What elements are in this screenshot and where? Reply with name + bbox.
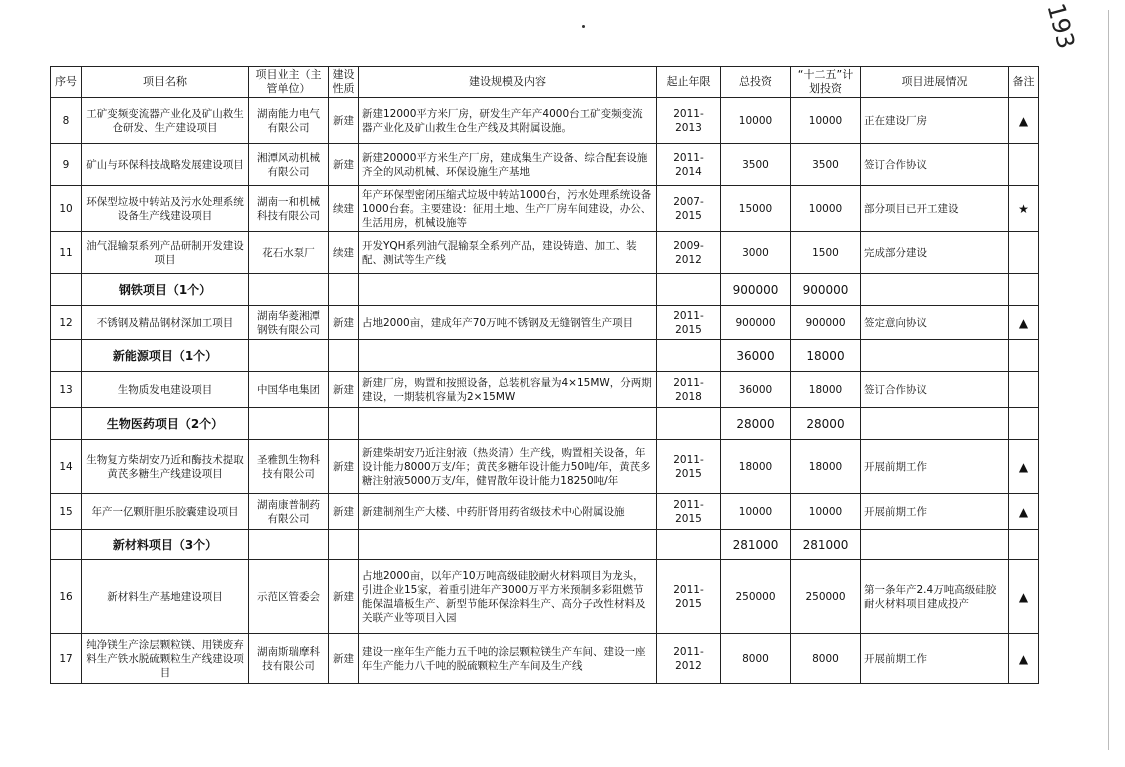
cell-seq	[51, 340, 82, 372]
cell-period	[657, 274, 721, 306]
cell-progress	[861, 274, 1009, 306]
cell-scope: 新建厂房，购置和按照设备，总装机容量为4×15MW，分两期建设，一期装机容量为2×15MW	[359, 372, 657, 408]
cell-total: 18000	[721, 440, 791, 494]
category-row	[51, 274, 1039, 306]
category-total: 28000	[721, 408, 791, 440]
cell-progress: 开展前期工作	[861, 494, 1009, 530]
cell-note: ▲	[1009, 634, 1039, 684]
cell-note: ▲	[1009, 560, 1039, 634]
cell-scope: 占地2000亩，建成年产70万吨不锈钢及无缝钢管生产项目	[359, 306, 657, 340]
cell-nature: 新建	[329, 494, 359, 530]
header-row	[51, 67, 1039, 98]
header-name: 项目名称	[82, 67, 249, 98]
cell-total: 10000	[721, 494, 791, 530]
cell-seq	[51, 274, 82, 306]
cell-total: 8000	[721, 634, 791, 684]
cell-plan: 1500	[791, 232, 861, 274]
cell-period: 2011-2015	[657, 440, 721, 494]
cell-name: 生物复方柴胡安乃近和酶技术提取黄芪多糖生产线建设项目	[82, 440, 249, 494]
cell-seq: 11	[51, 232, 82, 274]
cell-owner	[249, 274, 329, 306]
cell-seq: 14	[51, 440, 82, 494]
cell-progress: 签订合作协议	[861, 144, 1009, 186]
cell-scope	[359, 274, 657, 306]
cell-progress: 正在建设厂房	[861, 98, 1009, 144]
cell-nature	[329, 340, 359, 372]
cell-owner	[249, 530, 329, 560]
cell-seq	[51, 408, 82, 440]
table-row	[51, 440, 1039, 494]
cell-note: ▲	[1009, 494, 1039, 530]
cell-progress: 第一条年产2.4万吨高级硅胶耐火材料项目建成投产	[861, 560, 1009, 634]
cell-name: 不锈钢及精品钢材深加工项目	[82, 306, 249, 340]
cell-period: 2009-2012	[657, 232, 721, 274]
header-nature: 建设性质	[329, 67, 359, 98]
cell-total: 15000	[721, 186, 791, 232]
table-row	[51, 98, 1039, 144]
cell-nature: 新建	[329, 306, 359, 340]
cell-seq: 8	[51, 98, 82, 144]
cell-scope	[359, 340, 657, 372]
cell-nature: 新建	[329, 372, 359, 408]
cell-scope: 开发YQH系列油气混输泵全系列产品，建设铸造、加工、装配、测试等生产线	[359, 232, 657, 274]
header-owner: 项目业主（主管单位）	[249, 67, 329, 98]
cell-owner: 中国华电集团	[249, 372, 329, 408]
cell-owner: 湖南斯瑞摩科技有限公司	[249, 634, 329, 684]
cell-note	[1009, 232, 1039, 274]
cell-period: 2011-2015	[657, 306, 721, 340]
cell-name: 纯净镁生产涂层颗粒镁、用镁废弃料生产铁水脱硫颗粒生产线建设项目	[82, 634, 249, 684]
cell-seq	[51, 530, 82, 560]
cell-scope: 新建20000平方米生产厂房，建成集生产设备、综合配套设施齐全的风动机械、环保设施生产基地	[359, 144, 657, 186]
cell-progress: 完成部分建设	[861, 232, 1009, 274]
header-period: 起止年限	[657, 67, 721, 98]
cell-nature	[329, 408, 359, 440]
cell-period: 2011-2015	[657, 494, 721, 530]
margin-rule	[1108, 10, 1109, 750]
cell-progress	[861, 530, 1009, 560]
cell-scope: 新建制剂生产大楼、中药肝肾用药省级技术中心附属设施	[359, 494, 657, 530]
cell-progress: 部分项目已开工建设	[861, 186, 1009, 232]
cell-total: 10000	[721, 98, 791, 144]
cell-nature	[329, 274, 359, 306]
cell-scope: 建设一座年生产能力五千吨的涂层颗粒镁生产车间、建设一座年生产能力八千吨的脱硫颗粒生产车间及生产线	[359, 634, 657, 684]
category-row	[51, 530, 1039, 560]
header-plan: “十二五”计划投资	[791, 67, 861, 98]
category-plan: 900000	[791, 274, 861, 306]
table-row	[51, 186, 1039, 232]
scan-speck	[582, 25, 585, 28]
cell-nature: 续建	[329, 232, 359, 274]
cell-note: ★	[1009, 186, 1039, 232]
table-row	[51, 372, 1039, 408]
cell-note	[1009, 340, 1039, 372]
cell-plan: 10000	[791, 494, 861, 530]
cell-owner: 圣雅凯生物科技有限公司	[249, 440, 329, 494]
page-number: 193	[1041, 0, 1081, 52]
cell-seq: 13	[51, 372, 82, 408]
cell-nature: 新建	[329, 634, 359, 684]
cell-plan: 900000	[791, 306, 861, 340]
cell-owner	[249, 408, 329, 440]
cell-nature: 新建	[329, 144, 359, 186]
cell-name: 工矿变频变流器产业化及矿山救生仓研发、生产建设项目	[82, 98, 249, 144]
cell-owner: 湖南能力电气有限公司	[249, 98, 329, 144]
cell-seq: 17	[51, 634, 82, 684]
cell-nature: 新建	[329, 440, 359, 494]
header-seq: 序号	[51, 67, 82, 98]
cell-seq: 9	[51, 144, 82, 186]
category-plan: 281000	[791, 530, 861, 560]
cell-seq: 16	[51, 560, 82, 634]
cell-period	[657, 340, 721, 372]
cell-name: 矿山与环保科技战略发展建设项目	[82, 144, 249, 186]
cell-owner: 湖南华菱湘潭钢铁有限公司	[249, 306, 329, 340]
cell-scope: 新建柴胡安乃近注射液（热炎清）生产线，购置相关设备，年设计能力8000万支/年；黄芪多糖年设计能力50吨/年，黄芪多糖注射液5000万支/年，健胃散年设计能力18250吨/年	[359, 440, 657, 494]
cell-nature	[329, 530, 359, 560]
cell-plan: 18000	[791, 372, 861, 408]
cell-scope: 年产环保型密闭压缩式垃圾中转站1000台，污水处理系统设备1000台套。主要建设：征用土地、生产厂房车间建设，办公、生活用房，机械设施等	[359, 186, 657, 232]
cell-progress: 开展前期工作	[861, 634, 1009, 684]
cell-progress	[861, 340, 1009, 372]
cell-period: 2011-2013	[657, 98, 721, 144]
category-row	[51, 340, 1039, 372]
category-name: 生物医药项目（2个）	[82, 408, 249, 440]
cell-nature: 新建	[329, 98, 359, 144]
cell-name: 年产一亿颗肝胆乐胶囊建设项目	[82, 494, 249, 530]
table-row	[51, 634, 1039, 684]
cell-owner: 湖南康普制药有限公司	[249, 494, 329, 530]
cell-owner: 湘潭风动机械有限公司	[249, 144, 329, 186]
cell-plan: 10000	[791, 98, 861, 144]
header-total: 总投资	[721, 67, 791, 98]
cell-scope: 新建12000平方米厂房，研发生产年产4000台工矿变频变流器产业化及矿山救生仓生产线及其附属设施。	[359, 98, 657, 144]
cell-owner: 湖南一和机械科技有限公司	[249, 186, 329, 232]
cell-note	[1009, 372, 1039, 408]
cell-name: 生物质发电建设项目	[82, 372, 249, 408]
cell-seq: 12	[51, 306, 82, 340]
cell-seq: 10	[51, 186, 82, 232]
category-name: 新能源项目（1个）	[82, 340, 249, 372]
cell-total: 3000	[721, 232, 791, 274]
cell-progress: 签订合作协议	[861, 372, 1009, 408]
category-plan: 18000	[791, 340, 861, 372]
cell-owner: 示范区管委会	[249, 560, 329, 634]
cell-seq: 15	[51, 494, 82, 530]
category-total: 36000	[721, 340, 791, 372]
cell-note: ▲	[1009, 306, 1039, 340]
table-row	[51, 144, 1039, 186]
cell-total: 36000	[721, 372, 791, 408]
cell-period: 2011-2012	[657, 634, 721, 684]
table-row	[51, 560, 1039, 634]
cell-period: 2011-2015	[657, 560, 721, 634]
cell-name: 环保型垃圾中转站及污水处理系统设备生产线建设项目	[82, 186, 249, 232]
cell-nature: 新建	[329, 560, 359, 634]
cell-owner	[249, 340, 329, 372]
cell-total: 900000	[721, 306, 791, 340]
cell-period: 2011-2018	[657, 372, 721, 408]
project-table	[50, 66, 1039, 684]
cell-note	[1009, 274, 1039, 306]
category-row	[51, 408, 1039, 440]
category-total: 900000	[721, 274, 791, 306]
category-name: 钢铁项目（1个）	[82, 274, 249, 306]
header-progress: 项目进展情况	[861, 67, 1009, 98]
table-row	[51, 306, 1039, 340]
cell-scope	[359, 530, 657, 560]
cell-plan: 3500	[791, 144, 861, 186]
cell-period	[657, 530, 721, 560]
cell-progress: 开展前期工作	[861, 440, 1009, 494]
cell-note	[1009, 144, 1039, 186]
header-scope: 建设规模及内容	[359, 67, 657, 98]
cell-note: ▲	[1009, 98, 1039, 144]
category-name: 新材料项目（3个）	[82, 530, 249, 560]
cell-progress	[861, 408, 1009, 440]
cell-name: 油气混输泵系列产品研制开发建设项目	[82, 232, 249, 274]
cell-note	[1009, 530, 1039, 560]
cell-period	[657, 408, 721, 440]
cell-nature: 续建	[329, 186, 359, 232]
cell-plan: 8000	[791, 634, 861, 684]
cell-scope	[359, 408, 657, 440]
table-row	[51, 232, 1039, 274]
cell-period: 2007-2015	[657, 186, 721, 232]
cell-owner: 花石水泵厂	[249, 232, 329, 274]
cell-period: 2011-2014	[657, 144, 721, 186]
cell-plan: 250000	[791, 560, 861, 634]
cell-progress: 签定意向协议	[861, 306, 1009, 340]
header-note: 备注	[1009, 67, 1039, 98]
cell-name: 新材料生产基地建设项目	[82, 560, 249, 634]
cell-total: 250000	[721, 560, 791, 634]
cell-note: ▲	[1009, 440, 1039, 494]
cell-note	[1009, 408, 1039, 440]
cell-plan: 18000	[791, 440, 861, 494]
cell-scope: 占地2000亩，以年产10万吨高级硅胶耐火材料项目为龙头，引进企业15家，着重引进年产3000万平方米预制多彩阻燃节能保温墙板生产、新型节能环保涂料生产、高分子改性材料及关联产业等项目入园	[359, 560, 657, 634]
category-plan: 28000	[791, 408, 861, 440]
table-row	[51, 494, 1039, 530]
cell-plan: 10000	[791, 186, 861, 232]
cell-total: 3500	[721, 144, 791, 186]
category-total: 281000	[721, 530, 791, 560]
